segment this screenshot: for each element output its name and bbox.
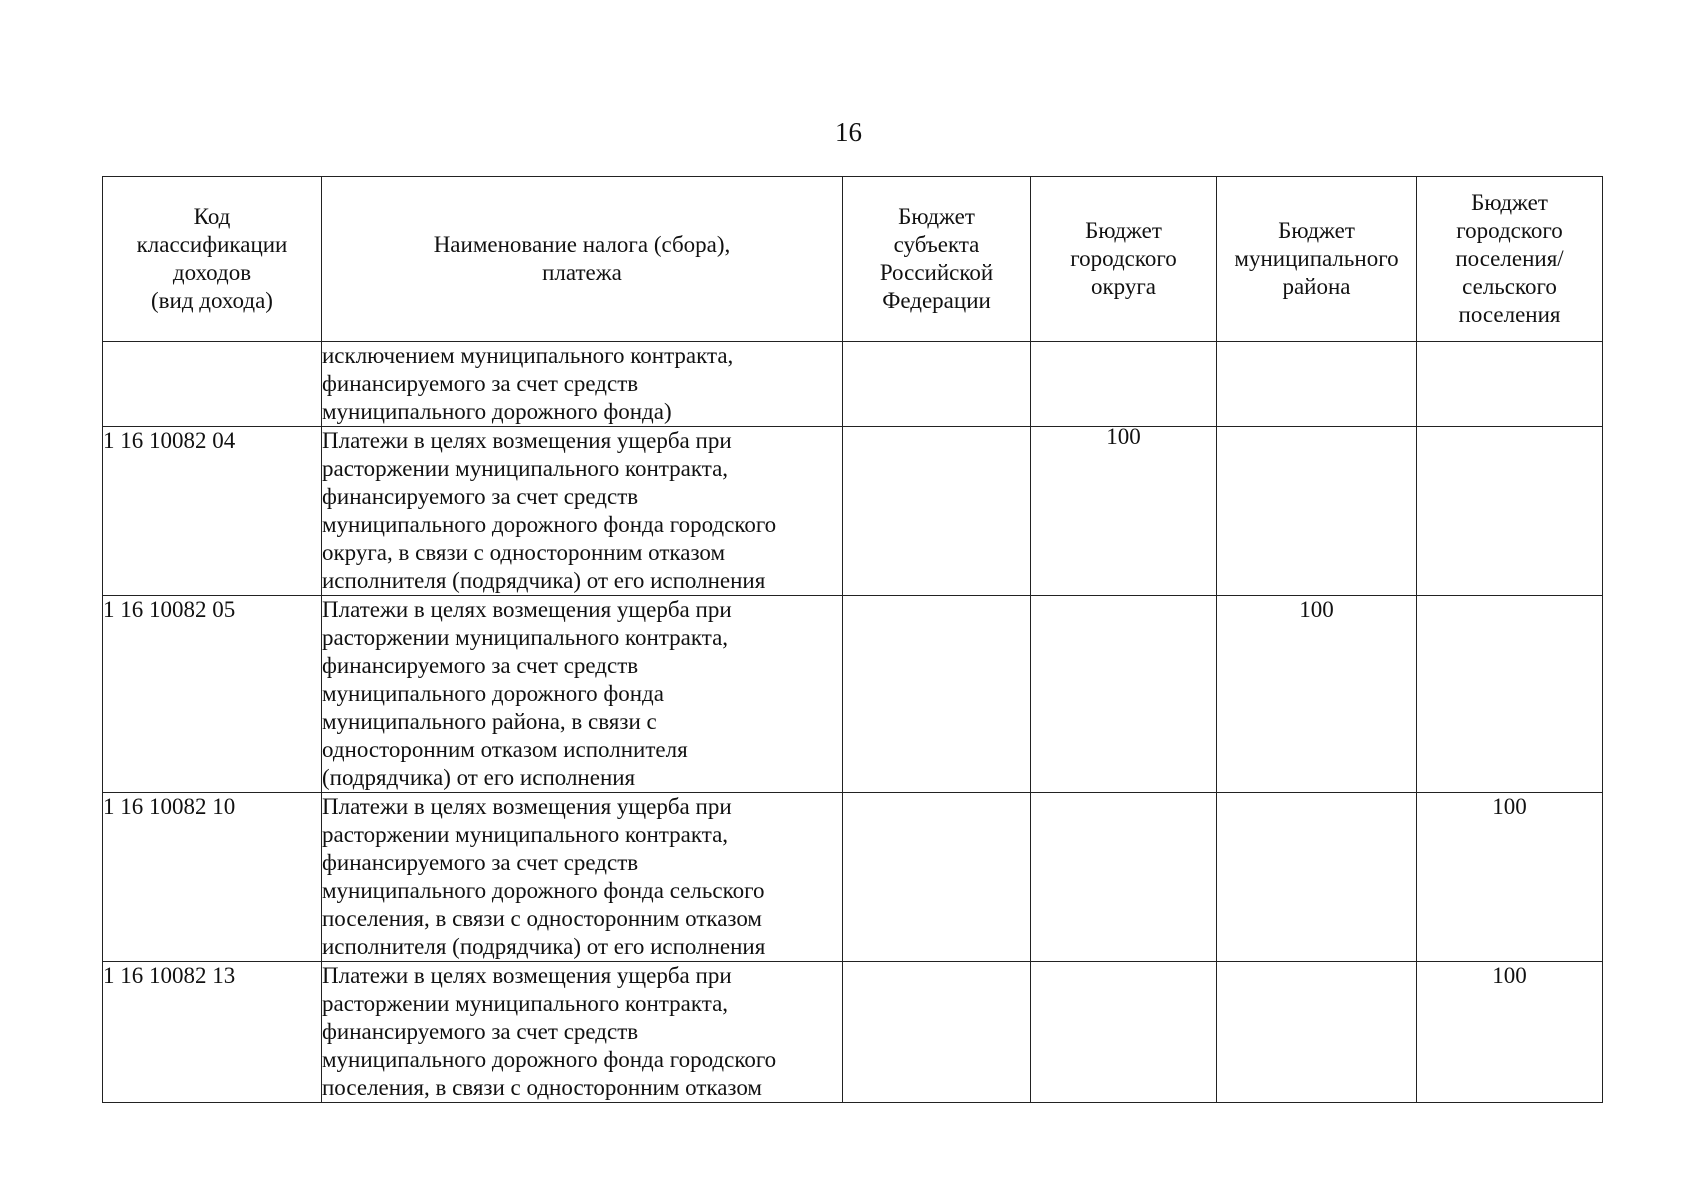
income-code: 1 16 10082 04 — [103, 427, 322, 596]
table-row — [103, 962, 1603, 1103]
table-header — [103, 177, 1603, 342]
page-number: 16 — [835, 117, 862, 147]
subject-budget-value — [843, 596, 1031, 793]
header-settlement-budget: Бюджет городского поселения/ сельского поселения — [1417, 177, 1603, 342]
table-row — [103, 596, 1603, 793]
income-code: 1 16 10082 05 — [103, 596, 322, 793]
municipal-district-budget-value — [1217, 427, 1417, 596]
settlement-budget-value: 100 — [1417, 793, 1603, 962]
header-city-district-budget: Бюджет городского округа — [1031, 177, 1217, 342]
table-row — [103, 342, 1603, 427]
municipal-district-budget-value: 100 — [1217, 596, 1417, 793]
table-row — [103, 427, 1603, 596]
income-name: Платежи в целях возмещения ущерба при расторжении муниципального контракта, финансируемого за счет средств муниципального дорожного фонда муниципального района, в связи с односторонним отказом исполнителя (подрядчика) от его исполнения — [322, 596, 843, 793]
settlement-budget-value — [1417, 342, 1603, 427]
table-row — [103, 793, 1603, 962]
income-code: 1 16 10082 13 — [103, 962, 322, 1103]
header-row — [103, 177, 1603, 342]
municipal-district-budget-value — [1217, 962, 1417, 1103]
city-district-budget-value — [1031, 793, 1217, 962]
income-name: Платежи в целях возмещения ущерба при расторжении муниципального контракта, финансируемого за счет средств муниципального дорожного фонда сельского поселения, в связи с односторонним отказом исполнителя (подрядчика) от его исполнения — [322, 793, 843, 962]
municipal-district-budget-value — [1217, 793, 1417, 962]
income-distribution-table — [102, 176, 1603, 1103]
income-name: Платежи в целях возмещения ущерба при расторжении муниципального контракта, финансируемого за счет средств муниципального дорожного фонда городского округа, в связи с односторонним отказом исполнителя (подрядчика) от его исполнения — [322, 427, 843, 596]
header-municipal-district-budget: Бюджет муниципального района — [1217, 177, 1417, 342]
city-district-budget-value — [1031, 962, 1217, 1103]
settlement-budget-value — [1417, 596, 1603, 793]
income-name: исключением муниципального контракта, финансируемого за счет средств муниципального дорожного фонда) — [322, 342, 843, 427]
income-name: Платежи в целях возмещения ущерба при расторжении муниципального контракта, финансируемого за счет средств муниципального дорожного фонда городского поселения, в связи с односторонним отказом — [322, 962, 843, 1103]
municipal-district-budget-value — [1217, 342, 1417, 427]
header-name: Наименование налога (сбора), платежа — [322, 177, 843, 342]
subject-budget-value — [843, 793, 1031, 962]
settlement-budget-value — [1417, 427, 1603, 596]
city-district-budget-value — [1031, 596, 1217, 793]
settlement-budget-value: 100 — [1417, 962, 1603, 1103]
income-code — [103, 342, 322, 427]
income-code: 1 16 10082 10 — [103, 793, 322, 962]
subject-budget-value — [843, 427, 1031, 596]
subject-budget-value — [843, 342, 1031, 427]
header-subject-budget: Бюджет субъекта Российской Федерации — [843, 177, 1031, 342]
header-code: Код классификации доходов (вид дохода) — [103, 177, 322, 342]
city-district-budget-value: 100 — [1031, 427, 1217, 596]
table-body — [103, 342, 1603, 1103]
subject-budget-value — [843, 962, 1031, 1103]
city-district-budget-value — [1031, 342, 1217, 427]
